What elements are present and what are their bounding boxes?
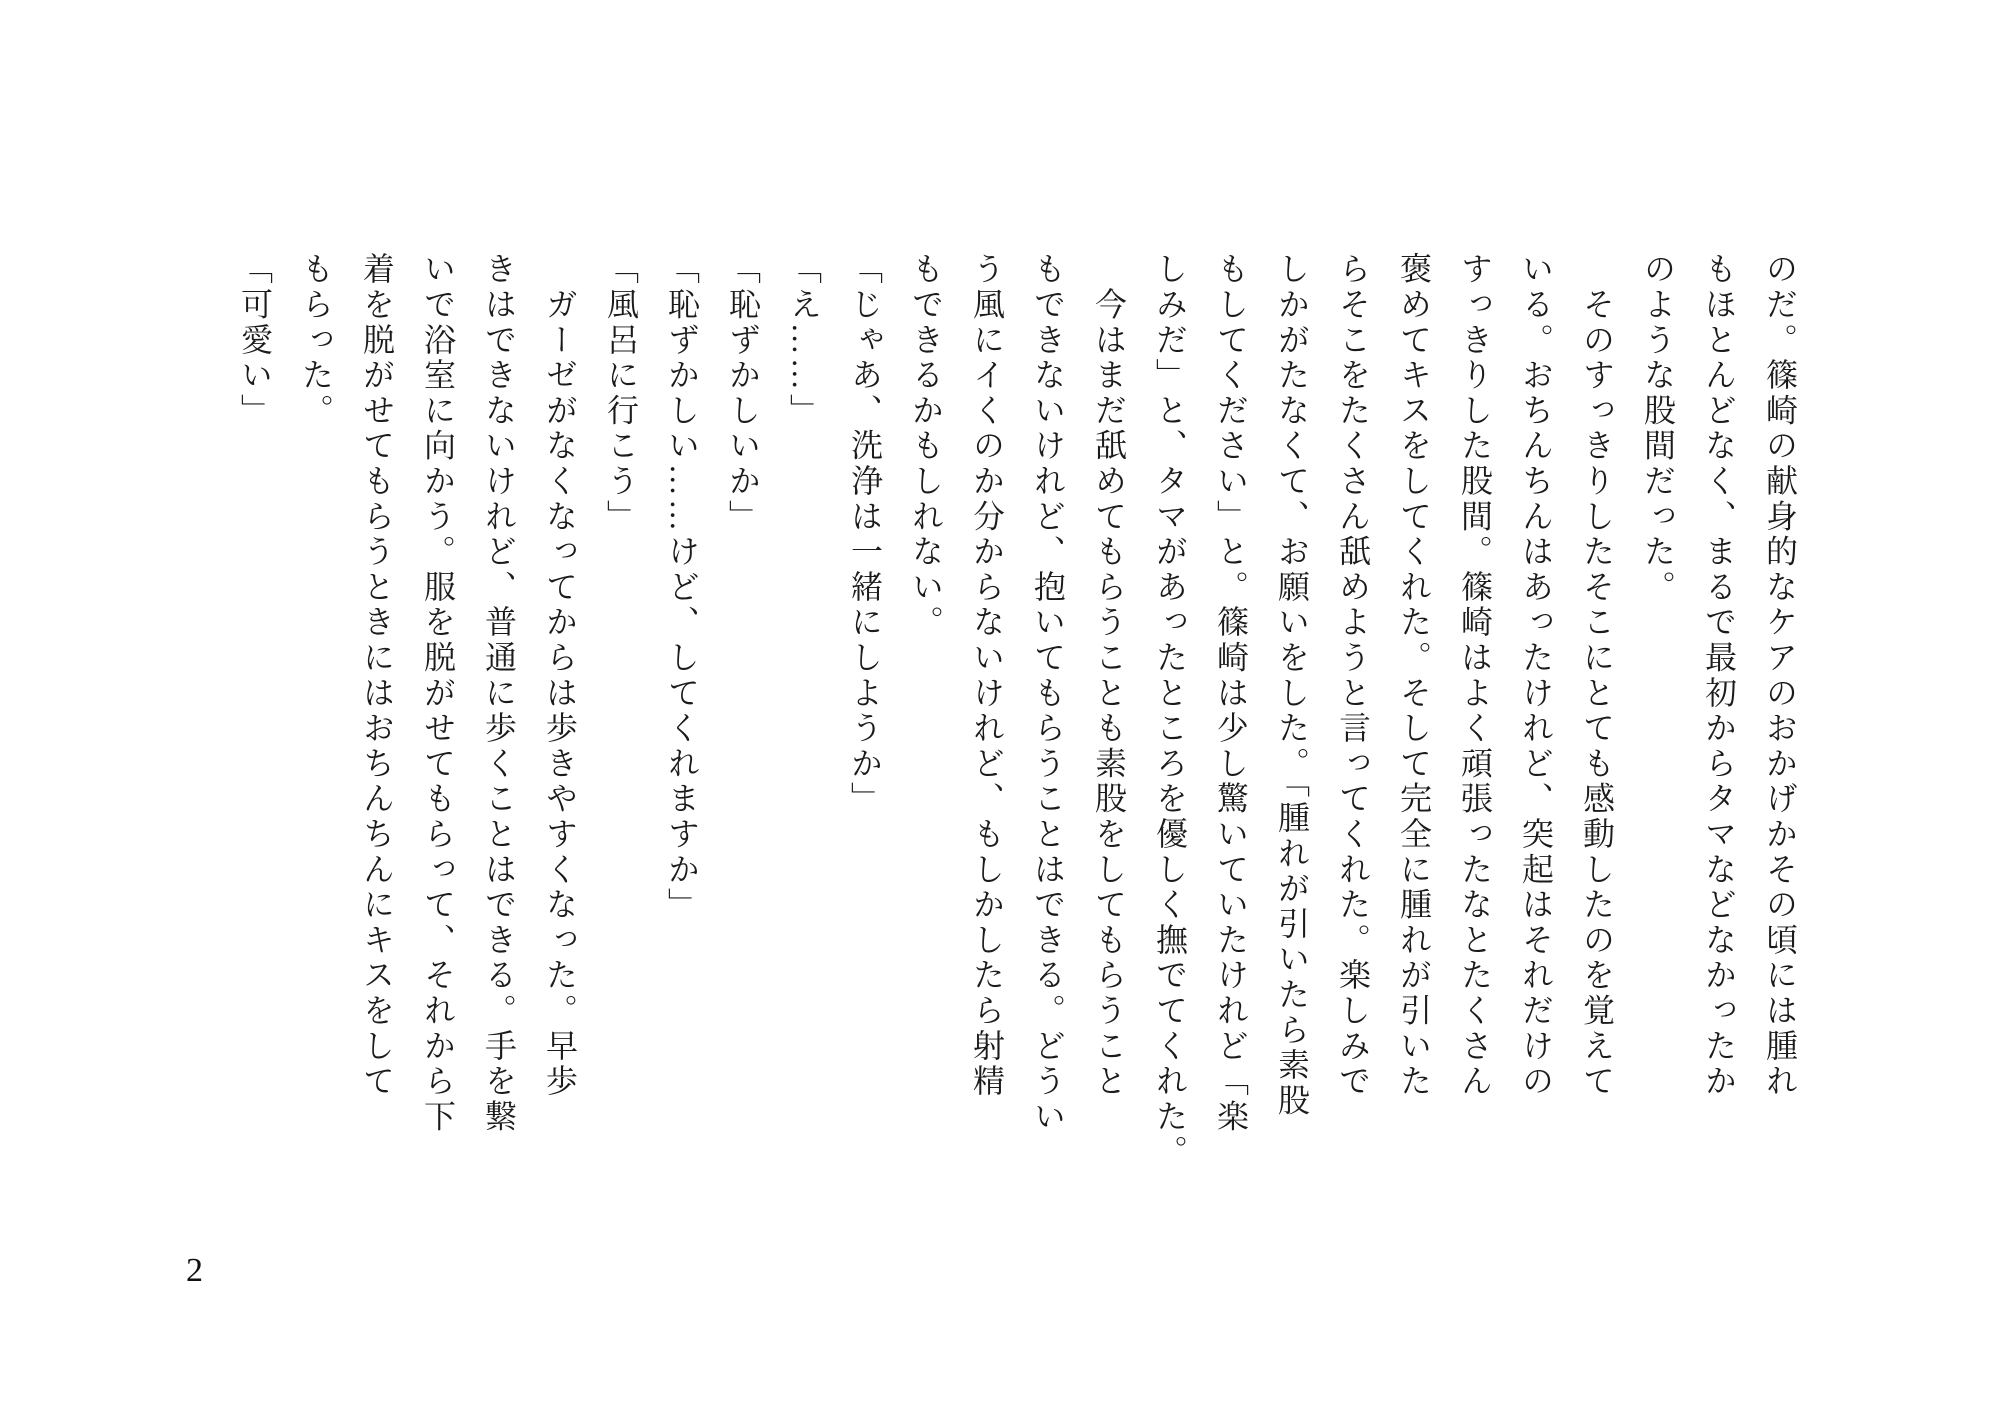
text-column: しみだ」と、タマがあったところを優しく撫でてくれた。 <box>1152 252 1188 1170</box>
text-column: そのすっきりしたそこにとても感動したのを覚えて <box>1579 252 1615 1100</box>
text-column: らそこをたくさん舐めようと言ってくれた。楽しみで <box>1335 252 1371 1100</box>
text-column: きはできないけれど、普通に歩くことはできる。手を繋 <box>481 252 517 1135</box>
text-column: もほとんどなく、まるで最初からタマなどなかったか <box>1701 252 1737 1100</box>
text-column: のような股間だった。 <box>1640 252 1676 605</box>
text-column: 着を脱がせてもらうときにはおちんちんにキスをして <box>359 252 395 1100</box>
text-column: もらった。 <box>298 252 334 429</box>
text-column: もできるかもしれない。 <box>908 252 944 641</box>
text-column: ガーゼがなくなってからは歩きやすくなった。早歩 <box>542 252 578 1100</box>
text-column: 褒めてキスをしてくれた。そして完全に腫れが引いた <box>1396 252 1432 1100</box>
vertical-text-block <box>224 252 1810 1170</box>
text-column: しかがたなくて、お願いをした。「腫れが引いたら素股 <box>1274 252 1310 1119</box>
text-column: 「じゃあ、洗浄は一緒にしようか」 <box>847 252 883 817</box>
text-column: 「恥ずかしい……けど、してくれますか」 <box>664 252 700 923</box>
page-number: 2 <box>186 1252 203 1289</box>
text-column: のだ。篠崎の献身的なケアのおかげかその頃には腫れ <box>1762 252 1798 1100</box>
text-column: いで浴室に向かう。服を脱がせてもらって、それから下 <box>420 252 456 1135</box>
text-column: すっきりした股間。篠崎はよく頑張ったなとたくさん <box>1457 252 1493 1100</box>
text-column: 「え……」 <box>786 252 822 429</box>
text-column: いる。おちんちんはあったけれど、突起はそれだけの <box>1518 252 1554 1100</box>
text-column: 今はまだ舐めてもらうことも素股をしてもらうこと <box>1091 252 1127 1100</box>
text-column: 「風呂に行こう」 <box>603 252 639 535</box>
text-column: 「恥ずかしいか」 <box>725 252 761 535</box>
text-column: もしてください」と。篠崎は少し驚いていたけれど「楽 <box>1213 252 1249 1135</box>
text-column: もできないけれど、抱いてもらうことはできる。どうい <box>1030 252 1066 1135</box>
text-column: う風にイくのか分からないけれど、もしかしたら射精 <box>969 252 1005 1100</box>
text-column: 「可愛い」 <box>237 252 273 429</box>
